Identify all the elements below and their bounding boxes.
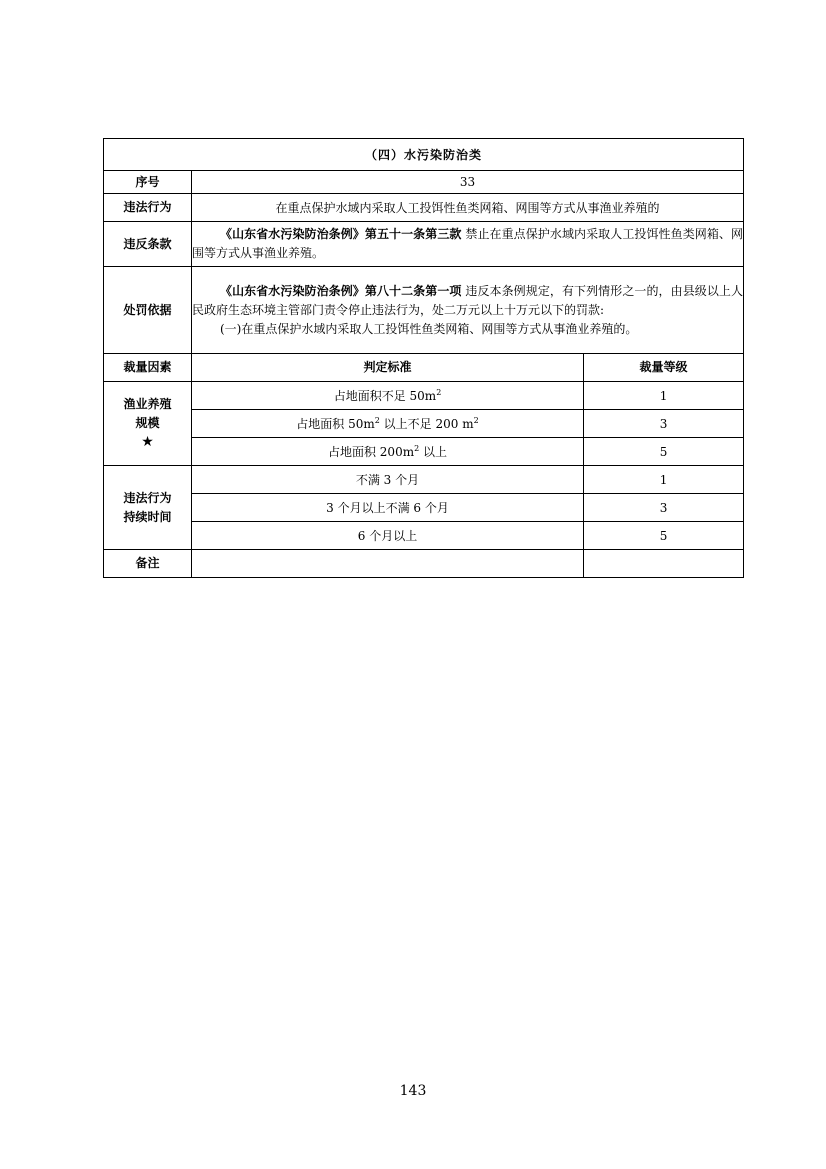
penalty-discretion-table [103, 138, 744, 578]
violated-clause-text: 禁止在重点保护水域内采取人工投饵性鱼类网箱、网围等方式从事渔业养殖。 [192, 227, 743, 260]
level-cell: 3 [584, 410, 744, 438]
table-row [104, 438, 744, 466]
table-row [104, 522, 744, 550]
table-row [104, 466, 744, 494]
table-row [104, 382, 744, 410]
penalty-basis-label: 处罚依据 [104, 267, 192, 354]
serial-label: 序号 [104, 171, 192, 194]
standard-cell: 6 个月以上 [192, 522, 584, 550]
remarks-level [584, 550, 744, 578]
remarks-standard [192, 550, 584, 578]
standard-cell: 占地面积 $50m^2$ 以上不足 200 $m^2$ [192, 410, 584, 438]
penalty-basis-content [192, 267, 744, 354]
penalty-basis-item: (一)在重点保护水域内采取人工投饵性鱼类网箱、网围等方式从事渔业养殖的。 [220, 321, 638, 336]
penalty-basis-text: 违反本条例规定，有下列情形之一的，由县级以上人民政府生态环境主管部门责令停止违法行为，处二万元以上十万元以下的罚款: [192, 283, 743, 317]
factor-duration-label: 违法行为 持续时间 [104, 466, 192, 550]
table-row [104, 494, 744, 522]
level-cell: 5 [584, 522, 744, 550]
factor-header: 裁量因素 [104, 354, 192, 382]
remarks-label: 备注 [104, 550, 192, 578]
level-cell: 5 [584, 438, 744, 466]
penalty-basis-law: 《山东省水污染防治条例》第八十二条第一项 [220, 283, 462, 298]
level-cell: 1 [584, 382, 744, 410]
standard-header: 判定标准 [192, 354, 584, 382]
violated-clause-law: 《山东省水污染防治条例》第五十一条第三款 [220, 227, 462, 241]
violated-clause-label: 违反条款 [104, 222, 192, 267]
standard-cell: 不满 3 个月 [192, 466, 584, 494]
level-cell: 1 [584, 466, 744, 494]
table-row [104, 410, 744, 438]
violation-value: 在重点保护水域内采取人工投饵性鱼类网箱、网围等方式从事渔业养殖的 [192, 194, 744, 222]
level-header: 裁量等级 [584, 354, 744, 382]
violated-clause-content [192, 222, 744, 267]
serial-value: 33 [192, 171, 744, 194]
standard-cell: 占地面积不足 $50m^2$ [192, 382, 584, 410]
page-number: 143 [399, 1083, 427, 1099]
factor-scale-label: 渔业养殖 规模 ★ [104, 382, 192, 466]
table-title: （四）水污染防治类 [104, 139, 744, 171]
violation-label: 违法行为 [104, 194, 192, 222]
star-icon: ★ [141, 434, 154, 450]
standard-cell: 占地面积 $200m^2$ 以上 [192, 438, 584, 466]
level-cell: 3 [584, 494, 744, 522]
standard-cell: 3 个月以上不满 6 个月 [192, 494, 584, 522]
